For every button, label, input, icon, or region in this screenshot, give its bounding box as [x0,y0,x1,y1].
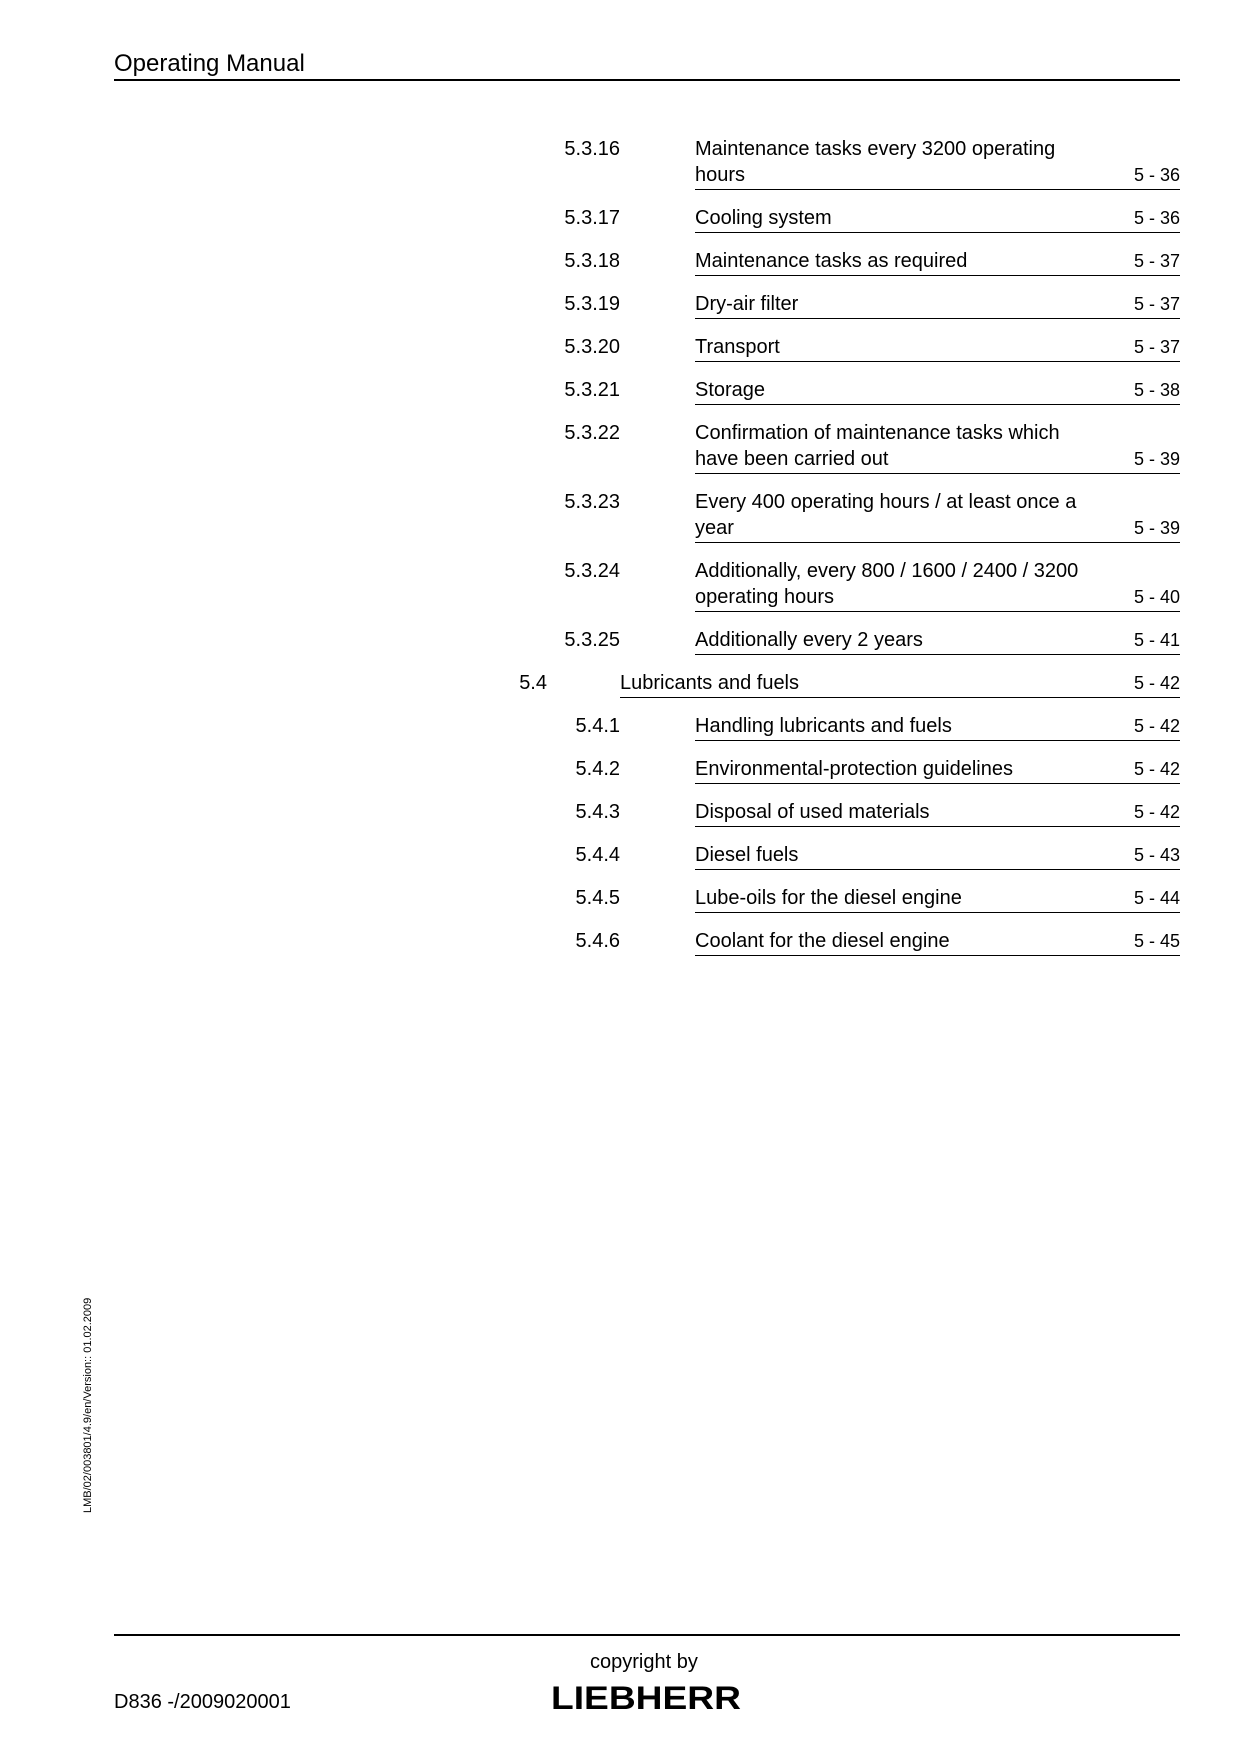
toc-entry-underline [695,473,1180,474]
toc-entry-page: 5 - 39 [1133,449,1180,469]
footer-divider [114,1634,1180,1636]
toc-entry-number: 5.3.19 [564,293,620,315]
toc-entry-number: 5.3.23 [564,491,620,513]
toc-entry-title: Storage [695,379,766,401]
toc-entry-number: 5.4.6 [575,930,620,952]
toc-entry-number: 5.3.21 [564,379,620,401]
toc-entry-number: 5.3.24 [564,560,620,582]
toc-entry-number: 5.3.17 [564,207,620,229]
toc-entry-title: Environmental-protection guidelines [695,758,1013,780]
toc-entry-number: 5.4.5 [575,887,620,909]
toc-entry-title: Additionally, every 800 / 1600 / 2400 / 3200 [695,560,1079,582]
toc-entry-title: operating hours [695,586,834,608]
toc-entry-title: year [695,517,734,539]
toc-entry-underline [695,318,1180,319]
toc-entry-title: have been carried out [695,448,889,470]
toc-entry-title: Every 400 operating hours / at least once a [695,491,1077,513]
document-code: D836 -/2009020001 [114,1691,291,1713]
toc-entry-page: 5 - 42 [1133,716,1180,736]
toc-entry-underline [695,912,1180,913]
toc-entry-underline [695,404,1180,405]
toc-entry-page: 5 - 38 [1133,380,1180,400]
toc-entry-title: hours [695,164,746,186]
toc-entry-number: 5.4.4 [575,844,620,866]
toc-entry-number: 5.4.3 [575,801,620,823]
toc-entry-title: Maintenance tasks as required [695,250,968,272]
page-header-title: Operating Manual [114,50,305,77]
toc-entry-underline [695,189,1180,190]
svg-text:LIEBHERR: LIEBHERR [551,1683,741,1713]
toc-entry-page: 5 - 36 [1133,208,1180,228]
toc-entry-title: Diesel fuels [695,844,799,866]
toc-entry-underline [695,275,1180,276]
toc-entry-title: Lube-oils for the diesel engine [695,887,962,909]
toc-entry-number: 5.3.20 [564,336,620,358]
toc-entry-underline [695,542,1180,543]
toc-entry-page: 5 - 39 [1133,518,1180,538]
toc-entry-number: 5.4.2 [575,758,620,780]
toc-entry-title: Lubricants and fuels [620,672,800,694]
toc-entry-number: 5.4 [519,672,547,694]
toc-entry-title: Confirmation of maintenance tasks which [695,422,1060,444]
toc-entry-page: 5 - 37 [1133,337,1180,357]
toc-entry-title: Additionally every 2 years [695,629,923,651]
toc-entry-page: 5 - 40 [1133,587,1180,607]
toc-entry-underline [620,697,1180,698]
toc-entry-title: Maintenance tasks every 3200 operating [695,138,1056,160]
toc-entry-number: 5.3.22 [564,422,620,444]
toc-entry-title: Handling lubricants and fuels [695,715,952,737]
toc-entry-title: Dry-air filter [695,293,799,315]
toc-entry-underline [695,232,1180,233]
toc-entry-underline [695,826,1180,827]
toc-entry-number: 5.3.16 [564,138,620,160]
document-reference-vertical: LMB/02/003801/4.9/en/Version:: 01.02.2009 [82,1297,94,1513]
toc-entry-page: 5 - 44 [1133,888,1180,908]
toc-entry-underline [695,654,1180,655]
toc-entry-title: Coolant for the diesel engine [695,930,950,952]
copyright-label: copyright by [590,1651,698,1673]
toc-entry-page: 5 - 42 [1133,759,1180,779]
toc-entry-underline [695,740,1180,741]
toc-entry-number: 5.3.25 [564,629,620,651]
toc-entry-underline [695,869,1180,870]
toc-entry-title: Disposal of used materials [695,801,930,823]
toc-entry-page: 5 - 36 [1133,165,1180,185]
toc-entry-page: 5 - 42 [1133,673,1180,693]
toc-entry-number: 5.3.18 [564,250,620,272]
toc-entry-page: 5 - 37 [1133,251,1180,271]
toc-entry-page: 5 - 45 [1133,931,1180,951]
toc-entry-underline [695,361,1180,362]
liebherr-logo [548,1683,744,1713]
toc-entry-page: 5 - 41 [1133,630,1180,650]
toc-entry-page: 5 - 37 [1133,294,1180,314]
toc-entry-title: Transport [695,336,780,358]
toc-entry-title: Cooling system [695,207,832,229]
toc-entry-page: 5 - 43 [1133,845,1180,865]
toc-entry-underline [695,611,1180,612]
toc-entry-underline [695,955,1180,956]
toc-entry-page: 5 - 42 [1133,802,1180,822]
toc-entry-number: 5.4.1 [575,715,620,737]
toc-entry-underline [695,783,1180,784]
